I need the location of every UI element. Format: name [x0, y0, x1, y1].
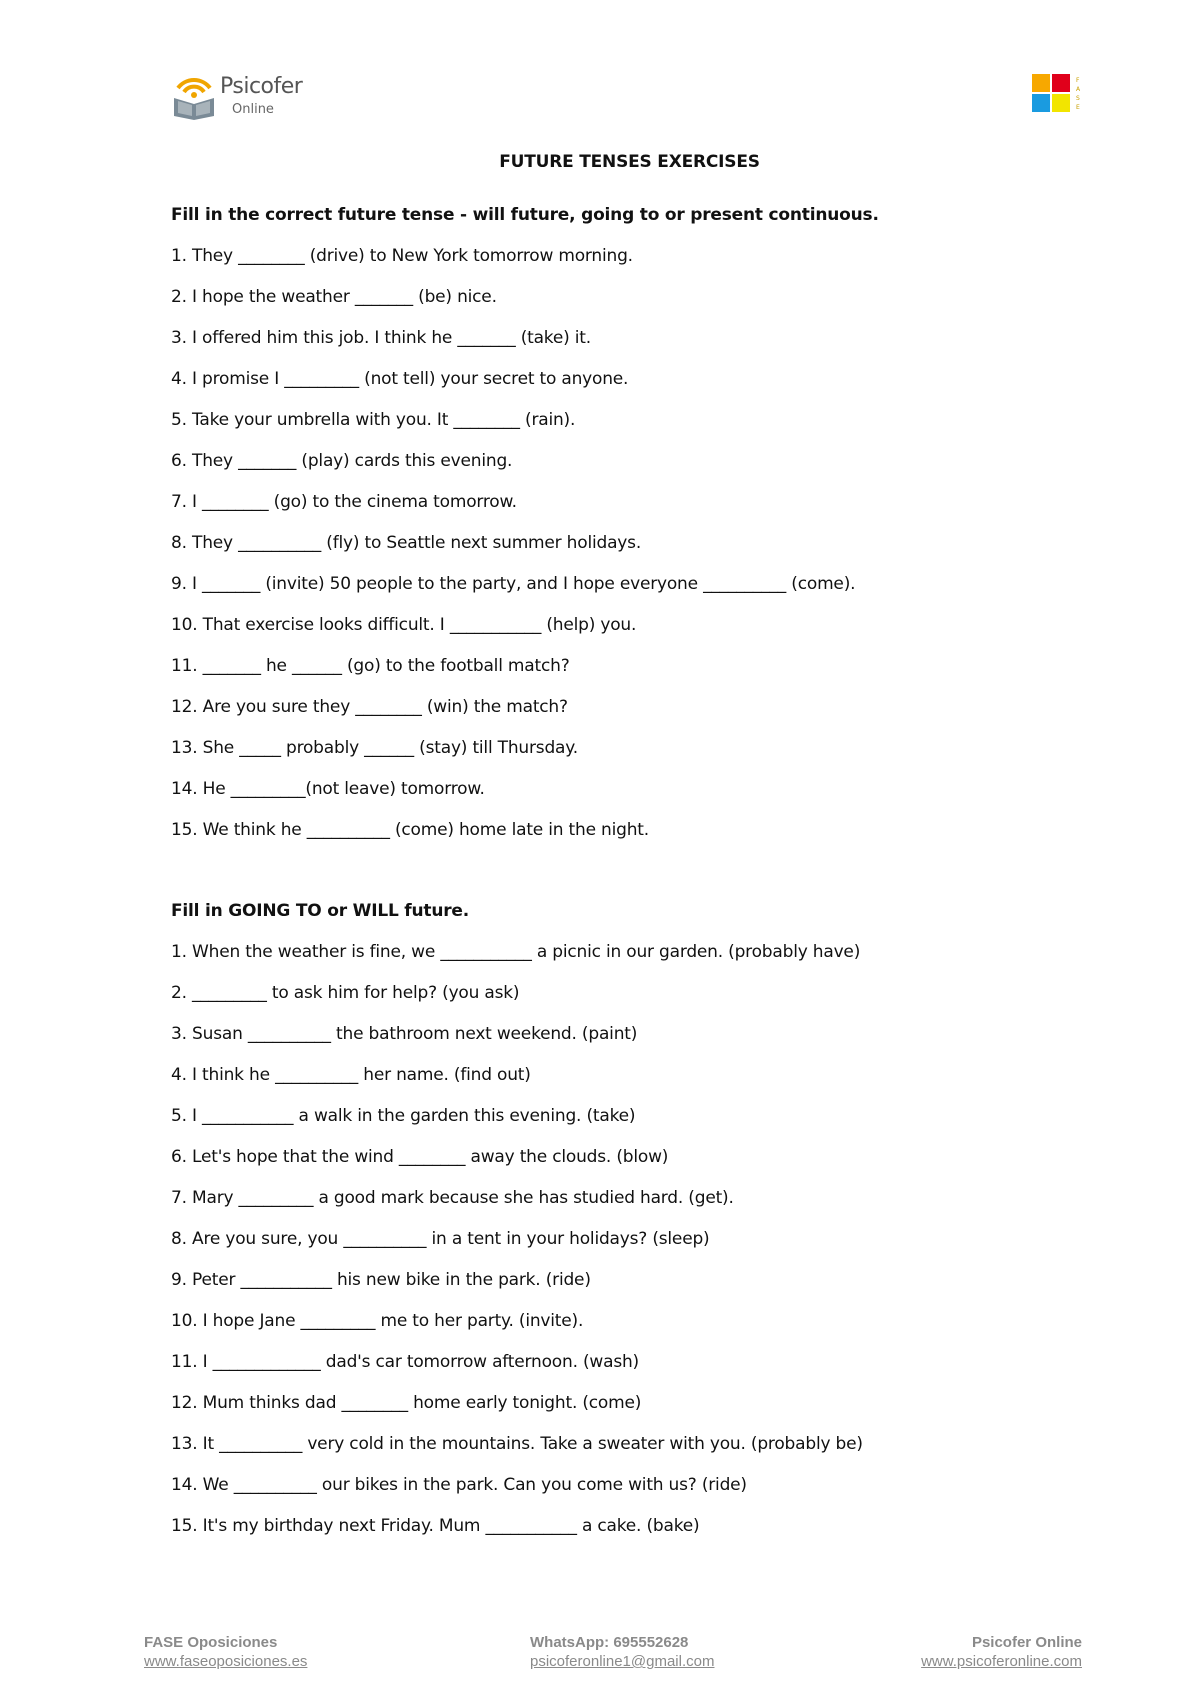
- footer-center-label: WhatsApp: 695552628: [530, 1634, 689, 1651]
- exercise-item: 10. I hope Jane _________ me to her party. (invite).: [171, 1311, 584, 1331]
- exercise-item: 10. That exercise looks difficult. I ___________ (help) you.: [171, 615, 637, 635]
- section1-heading: Fill in the correct future tense - will future, going to or present continuous.: [171, 205, 879, 225]
- brand-name: Psicofer: [220, 74, 303, 99]
- footer-center: [530, 1634, 714, 1670]
- exercise-item: 14. We __________ our bikes in the park. Can you come with us? (ride): [171, 1475, 747, 1495]
- exercise-item: 3. I offered him this job. I think he _______ (take) it.: [171, 328, 591, 348]
- page-title: FUTURE TENSES EXERCISES: [499, 152, 760, 172]
- exercise-item: 4. I promise I _________ (not tell) your secret to anyone.: [171, 369, 629, 389]
- fase-logo-square-red: [1052, 74, 1070, 92]
- exercise-item: 9. Peter ___________ his new bike in the park. (ride): [171, 1270, 591, 1290]
- fase-logo-square-orange: [1032, 74, 1050, 92]
- book-wifi-icon: [170, 68, 218, 120]
- fase-logo-letters: F A S E: [1076, 77, 1081, 111]
- exercise-item: 2. _________ to ask him for help? (you ask): [171, 983, 520, 1003]
- exercise-item: 14. He _________(not leave) tomorrow.: [171, 779, 485, 799]
- exercise-item: 13. It __________ very cold in the mountains. Take a sweater with you. (probably be): [171, 1434, 863, 1454]
- exercise-item: 11. _______ he ______ (go) to the football match?: [171, 656, 570, 676]
- exercise-item: 7. Mary _________ a good mark because she has studied hard. (get).: [171, 1188, 734, 1208]
- exercise-item: 6. Let's hope that the wind ________ away the clouds. (blow): [171, 1147, 669, 1167]
- fase-logo-square-blue: [1032, 94, 1050, 112]
- footer-left-label: FASE Oposiciones: [144, 1634, 278, 1651]
- exercise-item: 15. We think he __________ (come) home late in the night.: [171, 820, 649, 840]
- exercise-item: 8. They __________ (fly) to Seattle next summer holidays.: [171, 533, 642, 553]
- exercise-item: 1. They ________ (drive) to New York tomorrow morning.: [171, 246, 633, 266]
- exercise-item: 4. I think he __________ her name. (find out): [171, 1065, 531, 1085]
- psicofer-logo: [170, 68, 303, 124]
- exercise-item: 3. Susan __________ the bathroom next weekend. (paint): [171, 1024, 638, 1044]
- brand-subtitle: Online: [232, 102, 274, 117]
- exercise-item: 5. I ___________ a walk in the garden this evening. (take): [171, 1106, 636, 1126]
- exercise-item: 6. They _______ (play) cards this evening.: [171, 451, 513, 471]
- footer-left-link[interactable]: www.faseoposiciones.es: [144, 1653, 308, 1670]
- exercise-item: 15. It's my birthday next Friday. Mum ___________ a cake. (bake): [171, 1516, 700, 1536]
- footer-right-link[interactable]: www.psicoferonline.com: [921, 1653, 1082, 1670]
- footer-right: [921, 1634, 1082, 1670]
- section2-heading: Fill in GOING TO or WILL future.: [171, 901, 469, 921]
- exercise-item: 11. I _____________ dad's car tomorrow afternoon. (wash): [171, 1352, 639, 1372]
- footer-left: [144, 1634, 307, 1670]
- fase-logo-square-yellow: [1052, 94, 1070, 112]
- exercise-item: 12. Mum thinks dad ________ home early tonight. (come): [171, 1393, 642, 1413]
- exercise-item: 7. I ________ (go) to the cinema tomorrow.: [171, 492, 517, 512]
- footer-center-link[interactable]: psicoferonline1@gmail.com: [530, 1653, 715, 1670]
- exercise-item: 9. I _______ (invite) 50 people to the party, and I hope everyone __________ (come).: [171, 574, 856, 594]
- exercise-item: 12. Are you sure they ________ (win) the match?: [171, 697, 568, 717]
- footer-right-label: Psicofer Online: [971, 1634, 1082, 1651]
- exercise-item: 8. Are you sure, you __________ in a tent in your holidays? (sleep): [171, 1229, 710, 1249]
- exercise-item: 1. When the weather is fine, we ___________ a picnic in our garden. (probably have): [171, 942, 861, 962]
- exercise-item: 2. I hope the weather _______ (be) nice.: [171, 287, 497, 307]
- exercise-item: 5. Take your umbrella with you. It ________ (rain).: [171, 410, 576, 430]
- exercise-item: 13. She _____ probably ______ (stay) till Thursday.: [171, 738, 578, 758]
- fase-logo: [1032, 74, 1082, 114]
